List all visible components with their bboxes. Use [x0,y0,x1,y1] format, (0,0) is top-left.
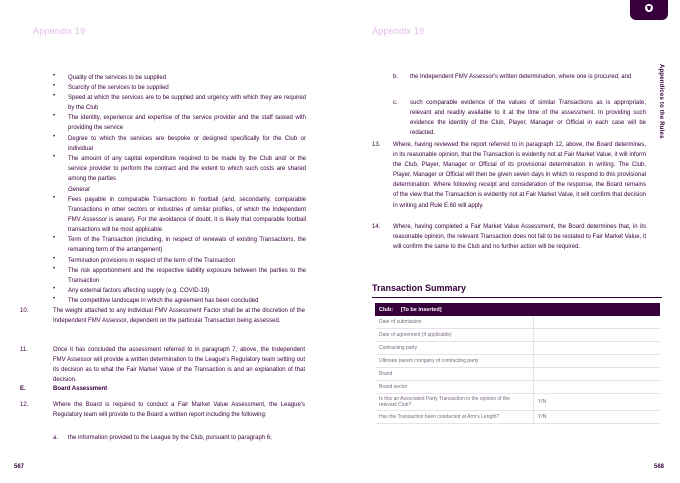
bullet-item: Termination provisions in respect of the term of the Transaction [68,257,236,264]
bullet-item: The competitive landscape in which the agreement has been concluded [68,298,259,304]
para-13-number: 13. [372,142,381,148]
bullet-item: The risk apportionment and the respective liability exposure between the parties to the Transaction [68,267,306,284]
bullet-icon: • [53,255,56,262]
table-row [375,342,660,355]
bullet-icon: • [53,113,56,120]
row-label: Date of agreement (if applicable) [375,329,534,342]
table-row [375,355,660,368]
para-14: Where, having completed a Fair Market Value Assessment, the Board determines that, in its reasonable opinion, the relevant Transaction does not fall to be restated to Fair Market Value, it will confirm the same to the Club and no further action will be required. [393,224,646,251]
side-label: Appendices to the Rules [658,64,664,139]
row-value [534,342,661,355]
row-label: Brand sector [375,381,534,394]
para-c: such comparable evidence of the values of similar Transactions as is appropriate, relevant and readily available to it at the time of the assessment. In providing such evidence the identity of the Club, Player, Manager or Official in each case will be redacted. [410,100,646,137]
table-body [375,316,660,424]
row-label: Ultimate parent company of contracting party [375,355,534,368]
bullet-item: Speed at which the services are to be supplied and urgency with which they are required by the Club [68,95,306,112]
row-value: Y/N [534,394,661,411]
table-head-value [534,303,661,316]
bullet-item: Degree to which the services are bespoke or designed specifically for the Club or individual [68,135,306,152]
row-label: Contracting party [375,342,534,355]
table-row [375,411,660,424]
row-value [534,316,661,329]
bullet-item: Scarcity of the services to be supplied [68,85,169,92]
para-b: the Independent FMV Assessor's written determination, where one is procured; and [410,74,632,80]
bullet-icon: • [53,83,56,90]
para-b-number: b. [393,74,399,80]
para-12-number: 12. [20,402,29,408]
bullet-icon: • [53,73,56,79]
table-head-label [375,303,534,316]
transaction-summary-title: Transaction Summary [372,283,467,293]
bullet-icon: • [53,235,56,242]
para-12a-number: a. [53,435,59,441]
table-row [375,316,660,329]
para-13: Where, having reviewed the report referred to in paragraph 12, above, the Board determines, in its reasonable opinion, that the Transaction is evidently not at Fair Market Value, it will inform the Club, Player, Manager or Official of its provisional determination in writing. The Club, Player, Manager or Official will then be given seven days in which to respond to this provisional determination. Where following receipt and consideration of the response, the Board remains of the view that the Transaction is evidently not at Fair Market Value, it will confirm that decision in writing and Rule E.60 will apply. [393,142,646,209]
general-heading: General [68,187,90,193]
bullet-icon: • [53,133,56,140]
table-row [375,329,660,342]
bullet-item: Term of the Transaction (including, in respect of renewals of existing Transactions, the remaining term of the arrangement) [68,237,306,254]
table-row [375,381,660,394]
row-value [534,381,661,394]
bullet-item: Quality of the services to be supplied [68,75,167,81]
bullet-item: Fees payable in comparable Transactions in football (and, secondarily, comparable Transactions in other sectors or industries of similar profiles, of which the Independent FMV Assessor is aware). For the avoidance of doubt, it is likely that comparable football transactions will be most applicable [68,197,306,234]
row-value [534,329,661,342]
section-e-heading: Board Assessment [53,386,108,392]
row-value: Y/N [534,411,661,424]
table-row [375,394,660,411]
row-value [534,368,661,381]
para-11-number: 11. [20,347,28,353]
row-label: Is this an Associated Party Transaction in the opinion of the relevant Club? [375,394,534,411]
row-label: Date of submission [375,316,534,329]
bullet-item: The amount of any capital expenditure required to be made by the Club and/ or the service provider to perform the contract and the extent to which such costs are shared among the parties [68,155,306,182]
para-12a: the information provided to the League by the Club, pursuant to paragraph 6; [68,435,272,441]
bullet-icon: • [53,153,56,160]
para-10-number: 10. [20,308,29,314]
para-10: The weight attached to any individual FMV Assessment Factor shall be at the discretion of the Independent FMV Assessor, dependent on the particular Transaction being assessed. [53,308,305,325]
bullet-icon: • [53,93,56,100]
page-number-right: 568 [654,464,665,470]
para-11: Once it has concluded the assessment referred to in paragraph 7, above, the Independent FMV Assessor will provide a written determination to the League's Regulatory team setting out its decision as to what the Fair Market Value of the Transaction is and an explanation of that decision. [53,347,305,384]
bullet-item: The identity, experience and expertise of the service provider and the staff tasked with providing the service [68,115,306,132]
bullet-icon: • [53,195,56,201]
bullet-icon: • [53,265,56,272]
appendix-title-right: Appendix 19 [372,26,425,36]
row-label: Has the Transaction been conducted at Arm's Length? [375,411,534,424]
bullet-item: Any external factors affecting supply (e.g. COVID-19) [68,287,210,294]
summary-divider [372,297,662,298]
club-label: Club: [379,306,394,313]
club-value: [To be inserted] [400,306,442,313]
para-c-number: c. [393,100,398,106]
row-label: Brand [375,368,534,381]
premier-league-lion-icon [644,3,654,13]
page-number-left: 567 [14,464,25,470]
para-12: Where the Board is required to conduct a Fair Market Value Assessment, the League's Regulatory team will provide to the Board a written report including the following: [53,402,305,419]
bullet-icon: • [53,285,56,292]
para-14-number: 14. [372,224,381,230]
row-value [534,355,661,368]
transaction-summary-table [375,303,660,424]
table-row [375,368,660,381]
bullet-icon: • [53,296,56,302]
section-e-number: E. [20,386,26,392]
appendix-title-left: Appendix 19 [33,26,86,36]
